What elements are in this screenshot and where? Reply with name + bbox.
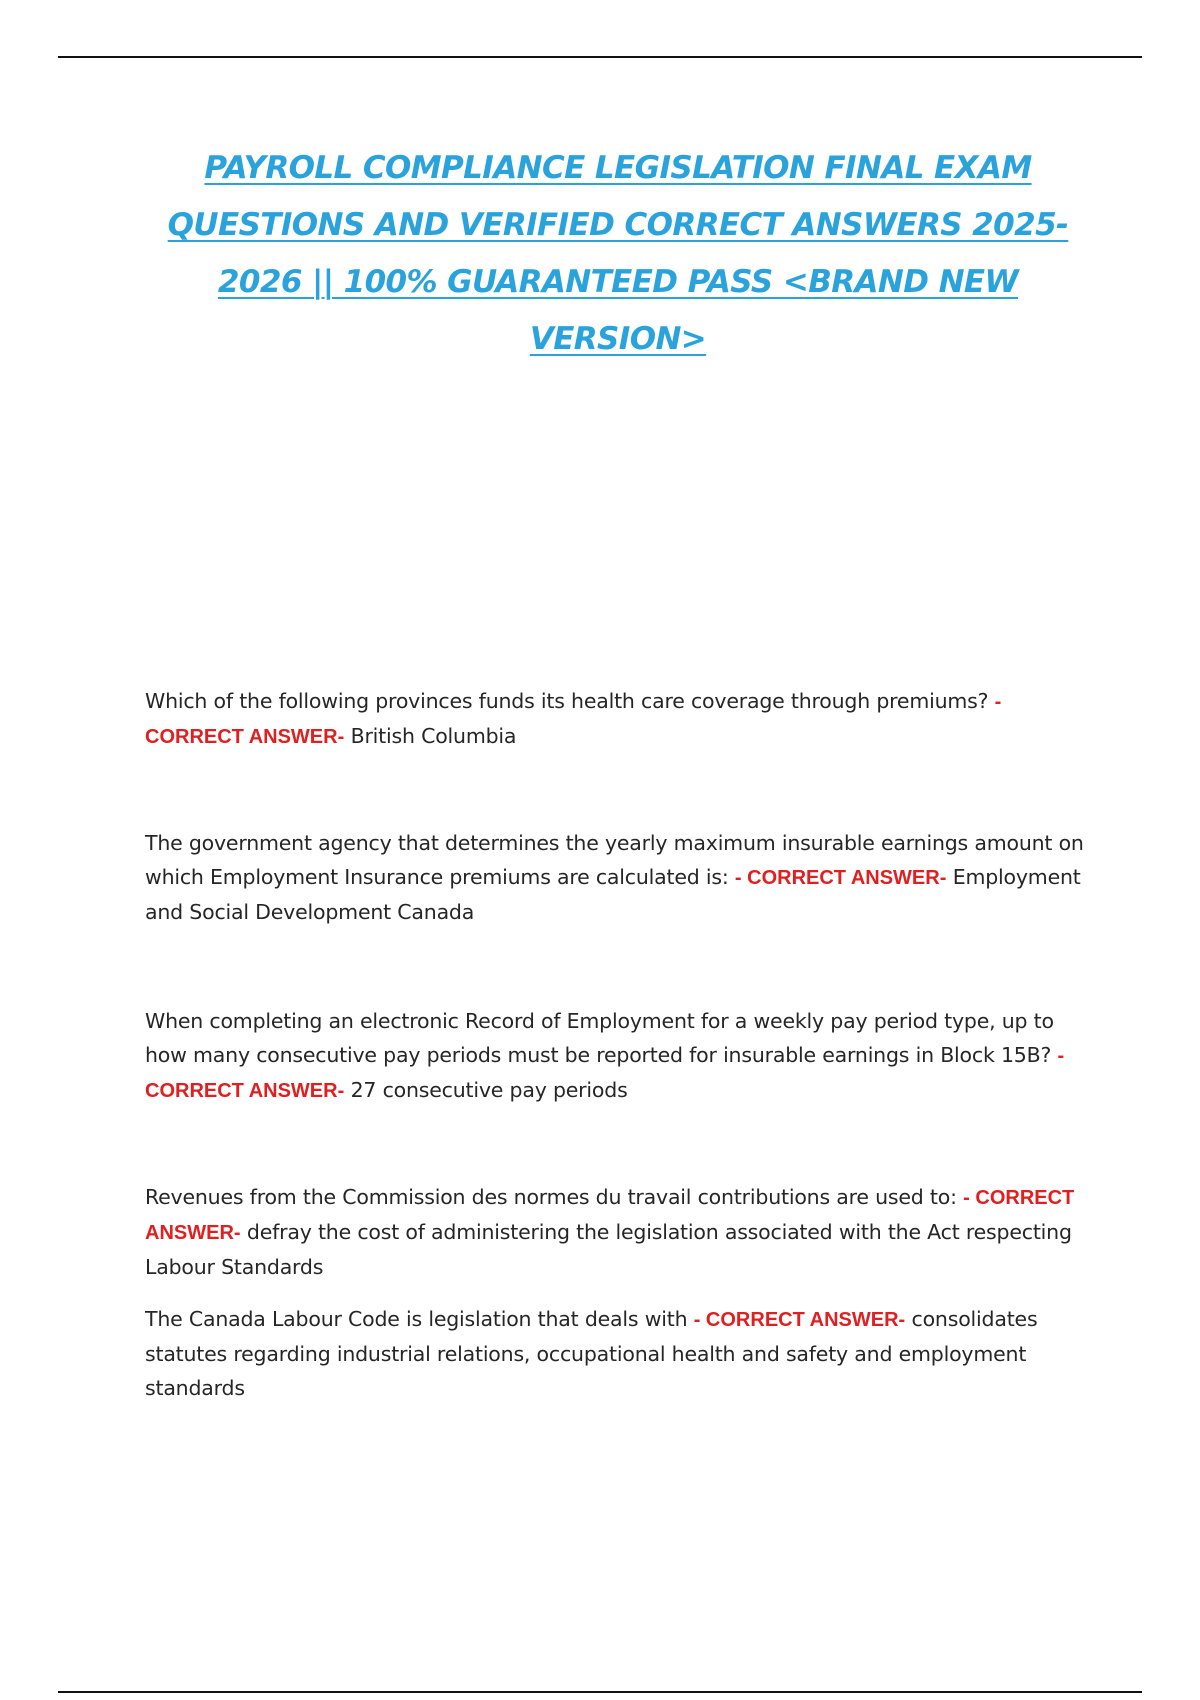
qa-item [145,684,1095,754]
qa-item [145,826,1095,929]
answer-text: defray the cost of administering the legislation associated with the Act respecting Labour Standards [145,1220,1072,1279]
bottom-rule [58,1691,1142,1693]
qa-item [145,1180,1095,1284]
qa-item [145,1004,1095,1108]
correct-answer-marker: - CORRECT ANSWER- [145,691,1002,748]
question-text: The government agency that determines the yearly maximum insurable earnings amount on which Employment Insurance premiums are calculated is: [145,831,1084,889]
answer-text: 27 consecutive pay periods [350,1078,628,1102]
correct-answer-marker: - CORRECT ANSWER- [145,1187,1075,1244]
answer-text: Employment and Social Development Canada [145,865,1081,924]
top-rule [58,56,1142,58]
question-text: Revenues from the Commission des normes du travail contributions are used to: [145,1185,957,1209]
question-text: When completing an electronic Record of Employment for a weekly pay period type, up to how many consecutive pay periods must be reported for insurable earnings in Block 15B? [145,1009,1054,1067]
qa-item [145,1302,1095,1405]
correct-answer-marker: - CORRECT ANSWER- [145,1045,1065,1102]
answer-text: consolidates statutes regarding industrial relations, occupational health and safety and employment standards [145,1307,1038,1400]
correct-answer-marker: - CORRECT ANSWER- [693,1309,906,1331]
answer-text: British Columbia [350,724,517,748]
question-text: Which of the following provinces funds its health care coverage through premiums? [145,689,989,713]
correct-answer-marker: - CORRECT ANSWER- [734,867,947,889]
document-title: PAYROLL COMPLIANCE LEGISLATION FINAL EXAM QUESTIONS AND VERIFIED CORRECT ANSWERS 2025-2026 || 100% GUARANTEED PASS <BRAND NEW VERSION> [167,150,1069,357]
question-text: The Canada Labour Code is legislation that deals with [145,1307,688,1331]
